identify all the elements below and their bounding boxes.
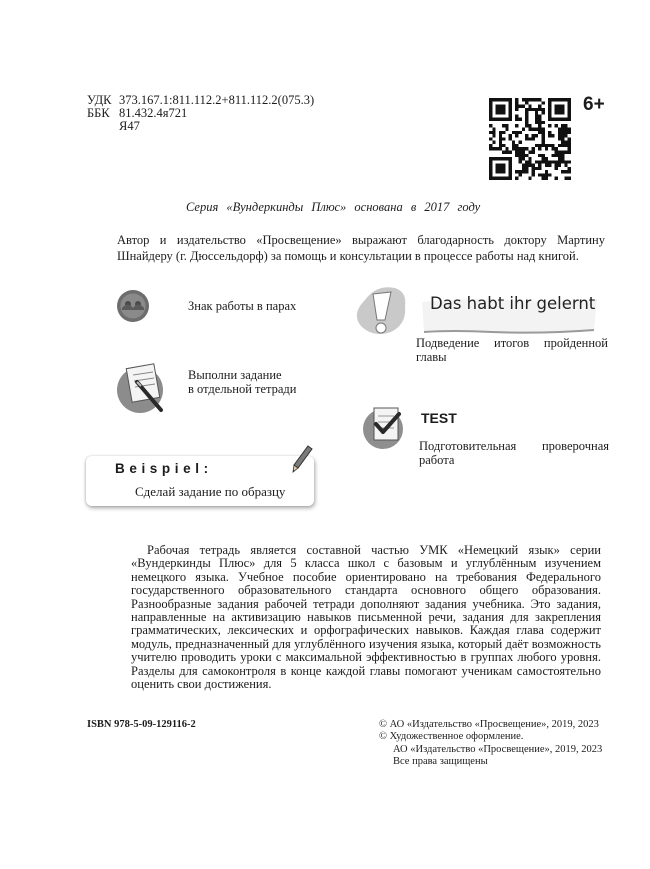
summary-text-line1: Подведение итогов пройденной xyxy=(416,336,608,350)
checklist-icon xyxy=(361,404,409,450)
udk-value: 373.167.1:811.112.2+811.112.2(075.3) xyxy=(119,93,315,107)
bbk-value: 81.432.4я721 xyxy=(119,106,188,120)
acknowledgement: Автор и издательство «Просвещение» выражают благодарность доктору Мартину Шнайдеру (г. Дюссельдорф) за помощь и консультации в процессе работы над книгой. xyxy=(117,233,605,263)
pair-work-text: Знак работы в парах xyxy=(188,299,297,313)
age-rating: 6+ xyxy=(583,94,605,115)
test-text-line1: Подготовительная проверочная xyxy=(419,439,609,453)
example-label: Beispiel: xyxy=(115,461,213,476)
copyright-line3: АО «Издательство «Просвещение», 2019, 2023 xyxy=(393,743,603,755)
isbn: ISBN 978-5-09-129116-2 xyxy=(87,719,196,730)
test-text xyxy=(419,439,609,467)
example-text: Сделай задание по образцу xyxy=(135,484,286,499)
copyright-block xyxy=(379,719,602,768)
author-mark: Я47 xyxy=(119,119,140,133)
summary-text-line2: главы xyxy=(416,350,447,364)
copyright-line4: Все права защищены xyxy=(393,755,488,767)
pair-work-icon xyxy=(116,289,150,323)
summary-banner-text: Das habt ihr gelernt xyxy=(430,294,596,313)
series-note: Серия «Вундеркинды Плюс» основана в 2017 году xyxy=(186,200,481,214)
notebook-pen-icon xyxy=(115,360,169,414)
udk-label: УДК xyxy=(87,93,112,107)
pencil-icon xyxy=(290,444,314,474)
bbk-label: ББК xyxy=(87,106,110,120)
test-text-line2: работа xyxy=(419,453,455,467)
summary-text xyxy=(416,336,608,364)
notebook-text-line2: в отдельной тетради xyxy=(188,382,297,396)
exclamation-icon xyxy=(347,280,417,342)
notebook-text xyxy=(188,368,296,396)
qr-code-icon xyxy=(489,98,571,180)
classification-codes xyxy=(87,94,314,133)
copyright-line2: © Художественное оформление. xyxy=(379,731,524,743)
copyright-line1: © АО «Издательство «Просвещение», 2019, 2023 xyxy=(379,719,599,730)
notebook-text-line1: Выполни задание xyxy=(188,368,282,382)
description-paragraph: Рабочая тетрадь является составной частью УМК «Немецкий язык» серии «Вундеркинды Плюс» для 5 класса школ с базовым и углублённым изучением немецкого языка. Учебное пособие ориентировано на требования Федерального государственного образовательного стандарта основного общего образования. Разнообразные задания рабочей тетради дополняют задания учебника. Это задания, направленные на активизацию навыков письменной речи, задания для закрепления грамматических, лексических и орфографических навыков. Каждая глава содержит модуль, предназначенный для углублённого изучения языка, который даёт возможность учителю проводить уроки с максимальной эффективностью в группах любого уровня. Разделы для самоконтроля в конце каждой главы помогают ученикам самостоятельно оценить свои достижения. xyxy=(131,543,601,692)
test-label: TEST xyxy=(421,410,457,426)
